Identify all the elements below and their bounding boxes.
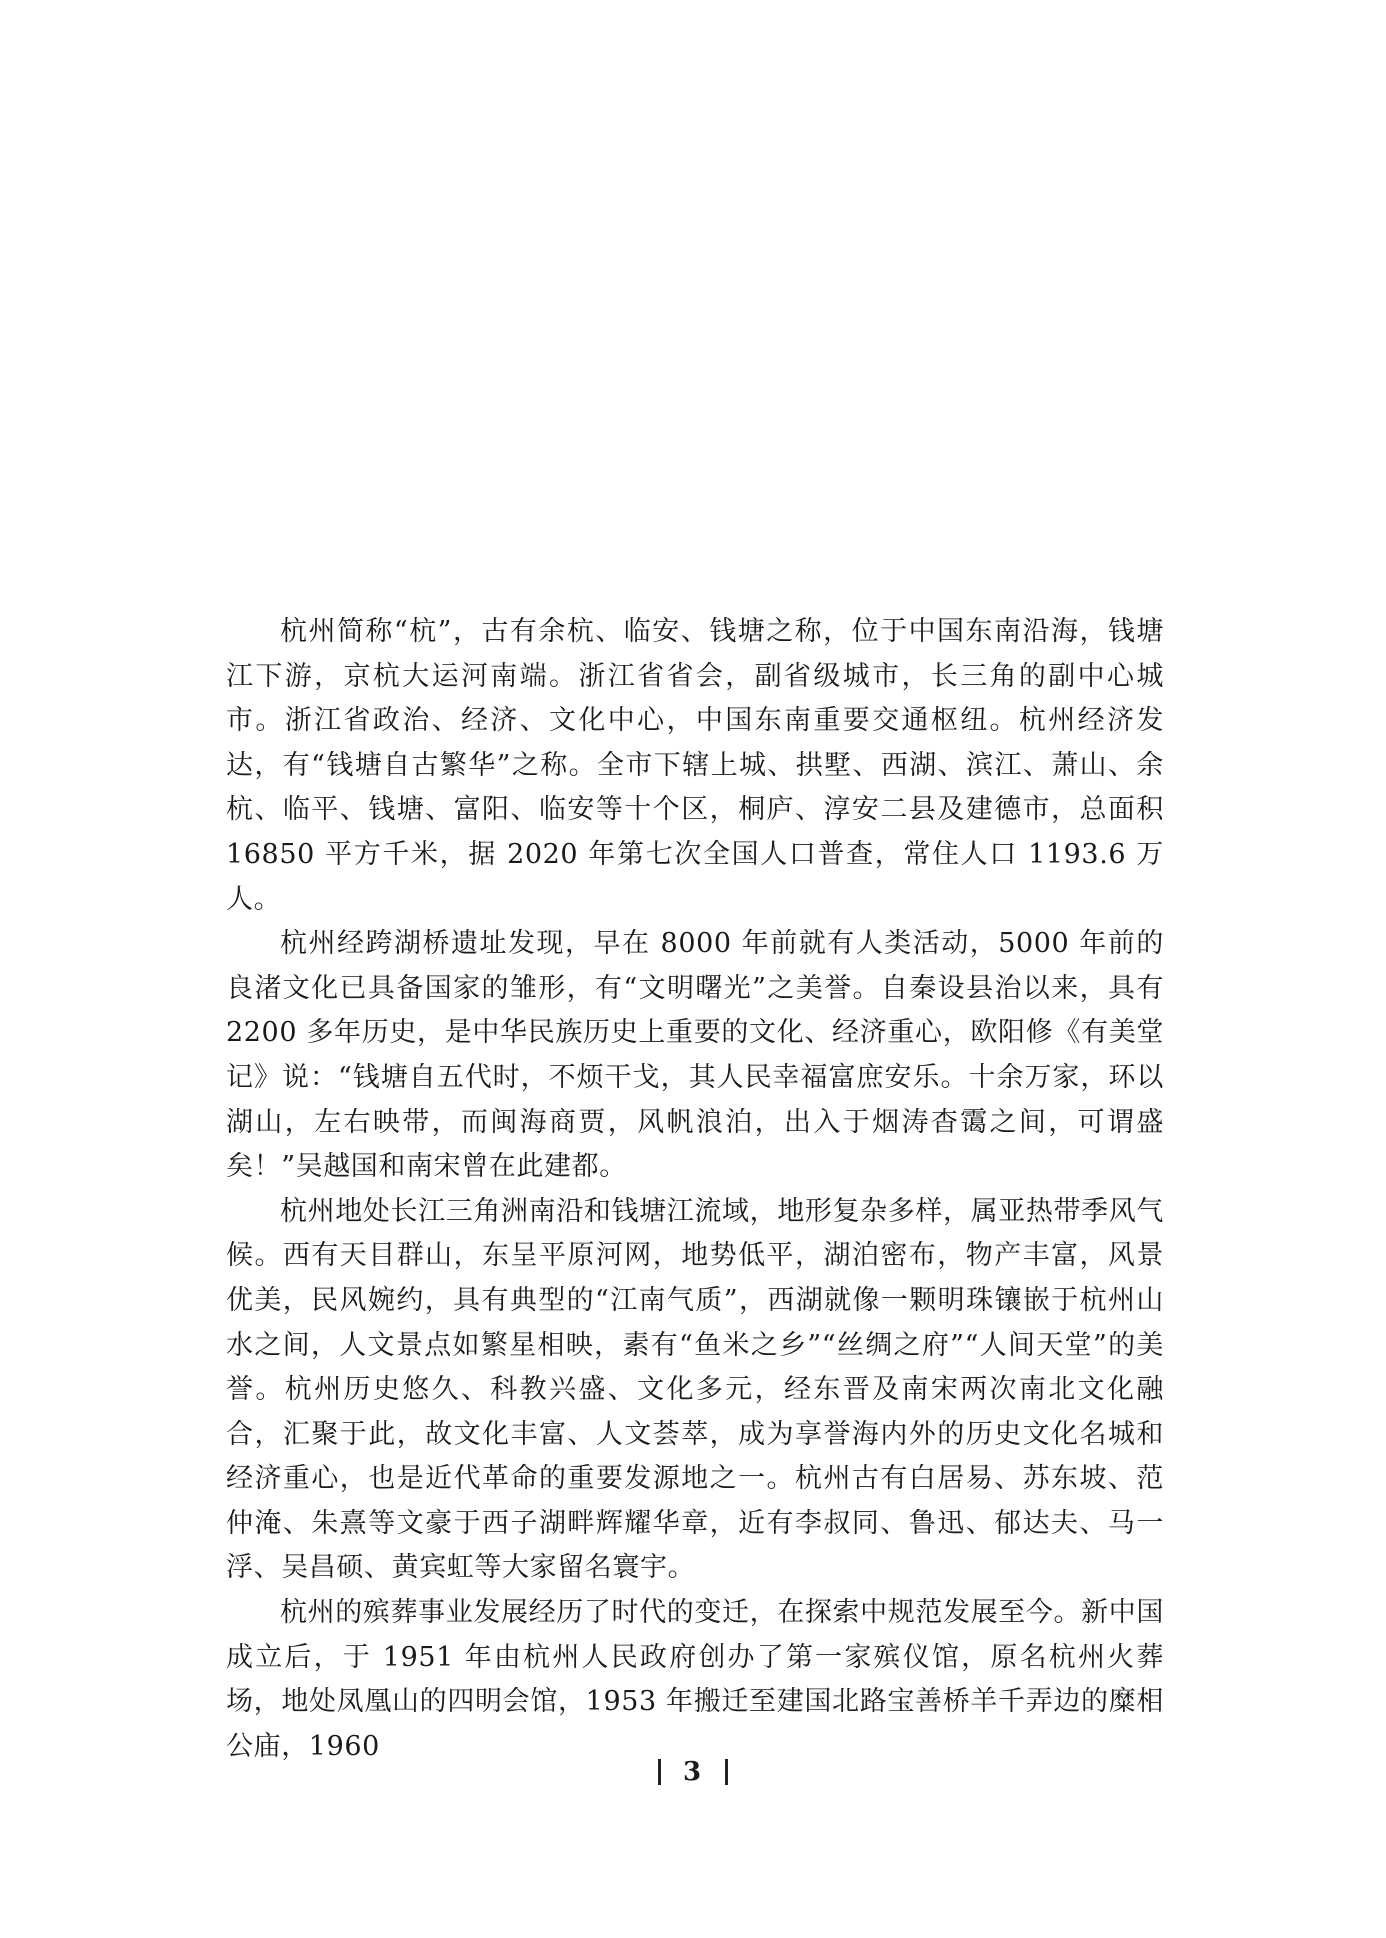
footer-left-bar xyxy=(658,1759,661,1785)
paragraph-2: 杭州经跨湖桥遗址发现，早在 8000 年前就有人类活动，5000 年前的良渚文化已具备国家的雏形，有“文明曙光”之美誉。自秦设县治以来，具有 2200 多年历史，是中华民族历史上重要的文化、经济重心，欧阳修《有美堂记》说：“钱塘自五代时，不烦干戈，其人民幸福富庶安乐。十余万家，环以湖山，左右映带，而闽海商贾，风帆浪泊，出入于烟涛杳霭之间，可谓盛矣！”吴越国和南宋曾在此建都。 xyxy=(226,928,1164,1183)
paragraph-3: 杭州地处长江三角洲南沿和钱塘江流域，地形复杂多样，属亚热带季风气候。西有天目群山，东呈平原河网，地势低平，湖泊密布，物产丰富，风景优美，民风婉约，具有典型的“江南气质”，西湖就像一颗明珠镶嵌于杭州山水之间，人文景点如繁星相映，素有“鱼米之乡”“丝绸之府”“人间天堂”的美誉。杭州历史悠久、科教兴盛、文化多元，经东晋及南宋两次南北文化融合，汇聚于此，故文化丰富、人文荟萃，成为享誉海内外的历史文化名城和经济重心，也是近代革命的重要发源地之一。杭州古有白居易、苏东坡、范仲淹、朱熹等文豪于西子湖畔辉耀华章，近有李叔同、鲁迅、郁达夫、马一浮、吴昌硕、黄宾虹等大家留名寰宇。 xyxy=(226,1195,1164,1584)
footer-right-bar xyxy=(725,1759,728,1785)
page-footer xyxy=(0,1756,1386,1787)
paragraph-4: 杭州的殡葬事业发展经历了时代的变迁，在探索中规范发展至今。新中国成立后，于 1951 年由杭州人民政府创办了第一家殡仪馆，原名杭州火葬场，地处凤凰山的四明会馆，1953 年搬迁至建国北路宝善桥羊千弄边的糜相公庙，1960 xyxy=(226,1597,1164,1762)
paragraph-1: 杭州简称“杭”，古有余杭、临安、钱塘之称，位于中国东南沿海，钱塘江下游，京杭大运河南端。浙江省省会，副省级城市，长三角的副中心城市。浙江省政治、经济、文化中心，中国东南重要交通枢纽。杭州经济发达，有“钱塘自古繁华”之称。全市下辖上城、拱墅、西湖、滨江、萧山、余杭、临平、钱塘、富阳、临安等十个区，桐庐、淳安二县及建德市，总面积 16850 平方千米，据 2020 年第七次全国人口普查，常住人口 1193.6 万人。 xyxy=(226,616,1164,915)
body-text xyxy=(226,610,1164,1769)
page-number: 3 xyxy=(682,1757,704,1787)
